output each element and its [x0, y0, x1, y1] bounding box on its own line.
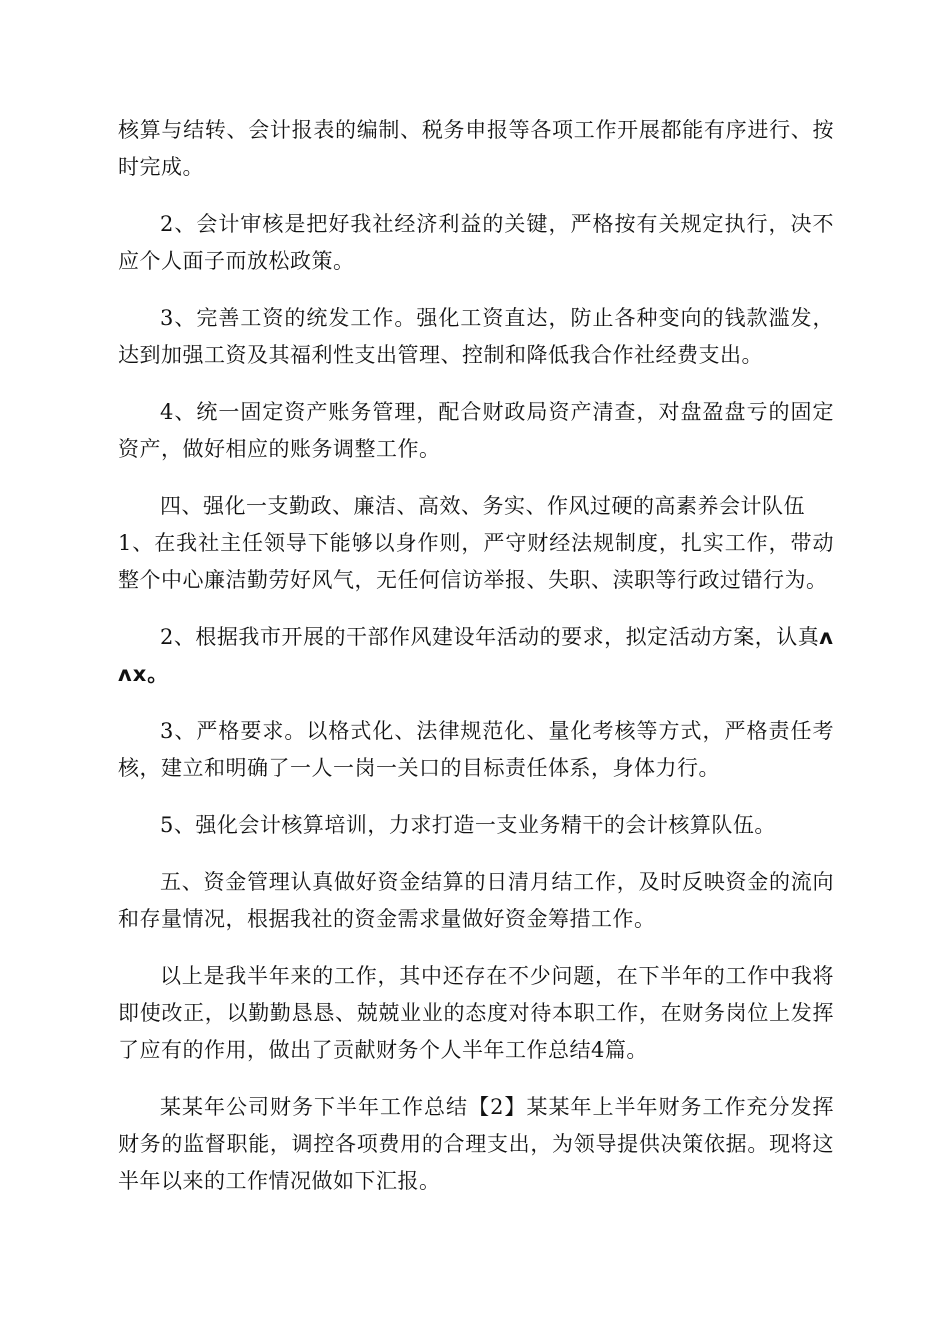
- paragraph-6: [118, 619, 834, 693]
- paragraph-2: 2、会计审核是把好我社经济利益的关键，严格按有关规定执行，决不应个人面子而放松政策。: [118, 212, 834, 273]
- paragraph-6-garbled-tail: ʌʌx。: [118, 625, 834, 686]
- paragraph-6-text: 2、根据我市开展的干部作风建设年活动的要求，拟定活动方案，认真: [160, 625, 820, 649]
- section-heading-4: 四、强化一支勤政、廉洁、高效、务实、作风过硬的高素养会计队伍: [160, 494, 805, 518]
- paragraph-4: 4、统一固定资产账务管理，配合财政局资产清查，对盘盈盘亏的固定资产，做好相应的账务调整工作。: [118, 400, 834, 461]
- paragraph-7: 3、严格要求。以格式化、法律规范化、量化考核等方式，严格责任考核，建立和明确了一人一岗一关口的目标责任体系，身体力行。: [118, 719, 834, 780]
- paragraph-3: 3、完善工资的统发工作。强化工资直达，防止各种变向的钱款滥发，达到加强工资及其福利性支出管理、控制和降低我合作社经费支出。: [118, 306, 834, 367]
- paragraph-10: 某某年公司财务下半年工作总结【2】某某年上半年财务工作充分发挥财务的监督职能，调控各项费用的合理支出，为领导提供决策依据。现将这半年以来的工作情况做如下汇报。: [118, 1095, 834, 1193]
- paragraph-9: 以上是我半年来的工作，其中还存在不少问题，在下半年的工作中我将即使改正，以勤勤恳恳、兢兢业业的态度对待本职工作，在财务岗位上发挥了应有的作用，做出了贡献财务个人半年工作总结4篇。: [118, 964, 834, 1062]
- section-heading-5: 五、资金管理认真做好资金结算的日清月结工作，及时反映资金的流向和存量情况，根据我社的资金需求量做好资金筹措工作。: [118, 870, 834, 931]
- document-body: [118, 112, 834, 1200]
- paragraph-1: 核算与结转、会计报表的编制、税务申报等各项工作开展都能有序进行、按时完成。: [118, 118, 834, 179]
- paragraph-5: 1、在我社主任领导下能够以身作则，严守财经法规制度，扎实工作，带动整个中心廉洁勤劳好风气，无任何信访举报、失职、渎职等行政过错行为。: [118, 531, 834, 592]
- paragraph-8: 5、强化会计核算培训，力求打造一支业务精干的会计核算队伍。: [160, 813, 776, 837]
